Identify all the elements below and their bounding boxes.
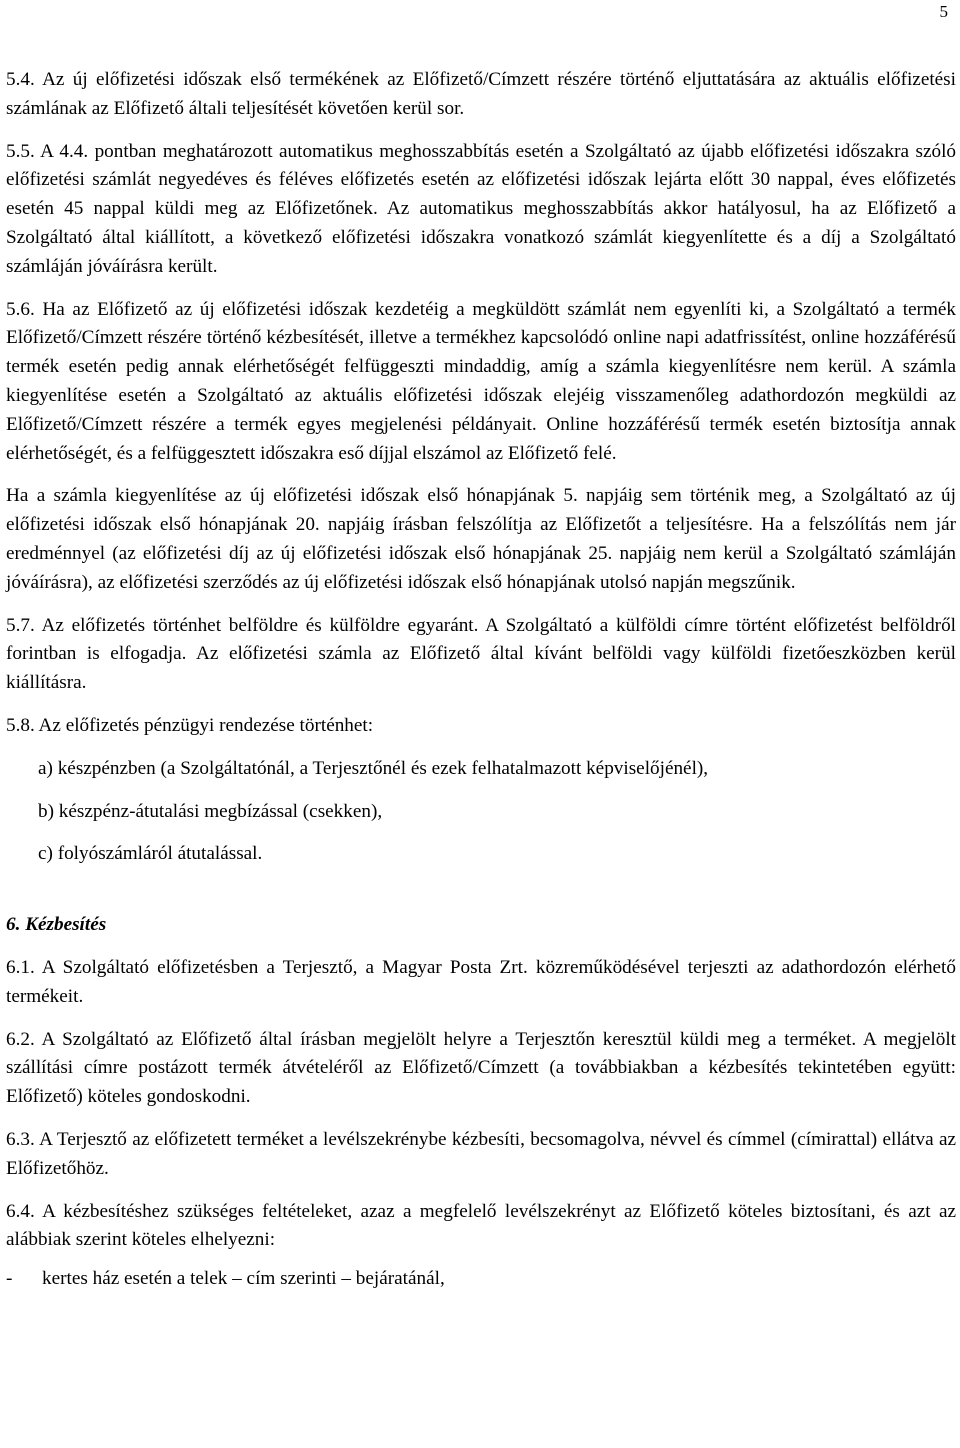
paragraph-6-2: 6.2. A Szolgáltató az Előfizető által írásban megjelölt helyre a Terjesztőn keresztül küldi meg a terméket. A megjelölt szállítási címre postázott termék átvételéről az Előfizető/Címzett (a továbbiakban a kézbesítés tekintetében együtt: Előfizető) köteles gondoskodni. [6, 1028, 956, 1108]
paragraph-5-8: 5.8. Az előfizetés pénzügyi rendezése történhet: [6, 714, 374, 736]
paragraph-5-6-continued: Ha a számla kiegyenlítése az új előfizetési időszak első hónapjának 5. napjáig sem történik meg, a Szolgáltató az új előfizetési időszak első hónapjának 20. napjáig írásban felszólítja az Előfizetőt a teljesítésre. Ha a felszólítás nem jár eredménnyel (az előfizetési díj az új előfizetési időszak első hónapjának 25. napjáig nem kerül a Szolgáltató számláján jóváírásra), az előfizetési szerződés az új előfizetési időszak első hónapjának utolsó napján megszűnik. [6, 485, 956, 593]
paragraph-5-5: 5.5. A 4.4. pontban meghatározott automatikus meghosszabbítás esetén a Szolgáltató az újabb előfizetési időszakra szóló előfizetési számlát negyedéves és féléves előfizetés esetén az előfizetési időszak lejárta előtt 30 nappal, éves előfizetés esetén 45 nappal küldi meg az Előfizetőnek. Az automatikus meghosszabbítás akkor hatályosul, ha az Előfizető a Szolgáltató által kiállított, a következő előfizetési időszakra vonatkozó számlát kiegyenlítette és a díj a Szolgáltató számláján jóváírásra került. [6, 140, 956, 277]
payment-option-c: c) folyószámláról átutalással. [38, 843, 263, 865]
page-number: 5 [939, 2, 948, 21]
paragraph-5-7: 5.7. Az előfizetés történhet belföldre és külföldre egyaránt. A Szolgáltató a külföldi címre történt előfizetést belföldről forintban is elfogadja. Az előfizetési számla az Előfizető által kívánt belföldi vagy külföldi fizetőeszközben kerül kiállításra. [6, 614, 956, 694]
payment-option-a: a) készpénzben (a Szolgáltatónál, a Terjesztőnél és ezek felhatalmazott képviselőjénél), [38, 757, 709, 779]
section-heading: 6. Kézbesítés [6, 914, 107, 936]
paragraph-6-1: 6.1. A Szolgáltató előfizetésben a Terjesztő, a Magyar Posta Zrt. közreműködésével terjeszti az adathordozón elérhető termékeit. [6, 956, 956, 1007]
paragraph-6-3: 6.3. A Terjesztő az előfizetett terméket a levélszekrénybe kézbesíti, becsomagolva, névvel és címmel (címirattal) ellátva az Előfizetőhöz. [6, 1128, 956, 1179]
document-body [6, 66, 956, 1294]
list-item [6, 1265, 956, 1294]
list-item-text: kertes ház esetén a telek – cím szerinti – bejáratánál, [42, 1268, 445, 1290]
paragraph-5-6: 5.6. Ha az Előfizető az új előfizetési időszak kezdetéig a megküldött számlát nem egyenlíti ki, a Szolgáltató a termék Előfizető/Címzett részére történő kézbesítését, illetve a termékhez kapcsolódó online napi adatfrissítést, online hozzáférésű termék esetén pedig annak elérhetőségét felfüggeszti mindaddig, amíg a számla kiegyenlítésre nem kerül. A számla kiegyenlítése esetén a Szolgáltató az aktuális előfizetési időszak elejéig visszamenőleg adathordozón megküldi az Előfizető/Címzett részére a termék egyes megjelenési példányait. Online hozzáférésű termék esetén biztosítja annak elérhetőségét, és a felfüggesztett időszakra eső díjjal elszámol az Előfizető felé. [6, 298, 956, 464]
paragraph-6-4: 6.4. A kézbesítéshez szükséges feltételeket, azaz a megfelelő levélszekrényt az Előfizető köteles biztosítani, és azt az alábbiak szerint köteles elhelyezni: [6, 1200, 956, 1251]
dash-bullet: - [6, 1268, 13, 1290]
paragraph-5-4: 5.4. Az új előfizetési időszak első termékének az Előfizető/Címzett részére történő eljuttatására az aktuális előfizetési számlának az Előfizető általi teljesítését követően kerül sor. [6, 69, 956, 119]
payment-option-b: b) készpénz-átutalási megbízással (csekken), [38, 800, 383, 822]
